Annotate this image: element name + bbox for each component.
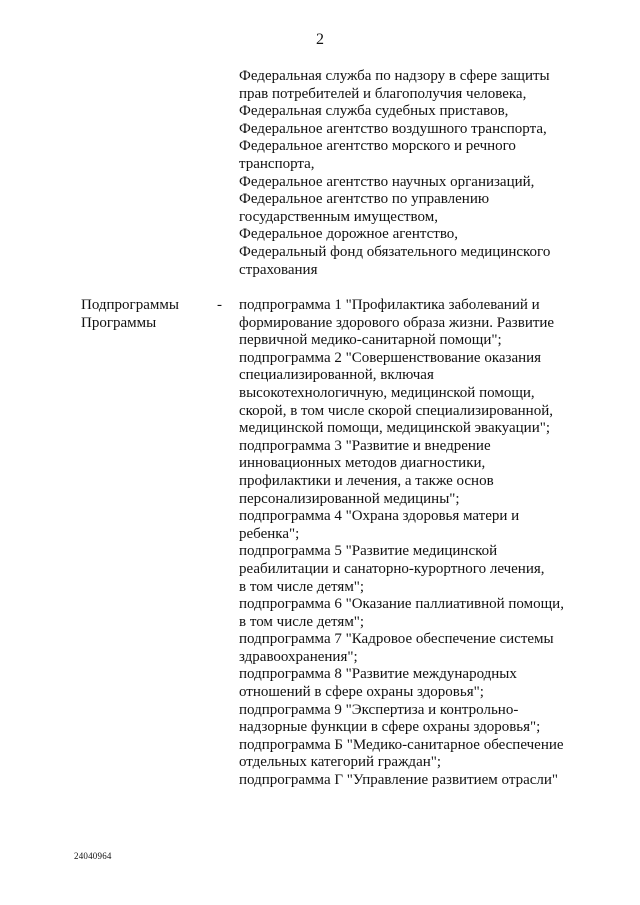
subprogram-line: в том числе детям"; (239, 613, 365, 630)
agencies-line: государственным имуществом, (239, 208, 438, 225)
subprogram-line: первичной медико-санитарной помощи"; (239, 332, 502, 349)
subprogram-line: профилактики и лечения, а также основ (239, 472, 494, 489)
subprogram-line: подпрограмма 4 "Охрана здоровья матери и (239, 508, 520, 525)
subprogram-line: надзорные функции в сфере охраны здоровья"; (239, 719, 541, 736)
subprogram-line: ребенка"; (239, 525, 300, 542)
agencies-line: страхования (239, 261, 318, 278)
agencies-line: Федеральное дорожное агентство, (239, 226, 459, 243)
agencies-line: Федеральная служба судебных приставов, (239, 103, 509, 120)
subprograms-list (239, 297, 584, 790)
subprogram-line: подпрограмма 6 "Оказание паллиативной помощи, (239, 596, 564, 613)
agencies-line: транспорта, (239, 155, 315, 172)
subprogram-line: реабилитации и санаторно-курортного лечения, (239, 560, 545, 577)
subprogram-line: формирование здорового образа жизни. Развитие (239, 314, 555, 331)
subprogram-line: специализированной, включая (239, 367, 434, 384)
row-dash: - (217, 297, 222, 313)
subprograms-label (81, 297, 179, 332)
subprogram-line: медицинской помощи, медицинской эвакуации"; (239, 420, 551, 437)
subprograms-label-line: Подпрограммы (81, 297, 179, 313)
agencies-line: Федеральное агентство воздушного транспорта, (239, 120, 547, 137)
subprogram-line: подпрограмма 7 "Кадровое обеспечение системы (239, 631, 554, 648)
subprograms-label-line: Программы (81, 314, 157, 331)
agencies-line: прав потребителей и благополучия человека, (239, 85, 527, 102)
agencies-list (239, 68, 584, 279)
agencies-line: Федеральное агентство морского и речного (239, 138, 516, 155)
subprogram-line: в том числе детям"; (239, 578, 365, 595)
subprogram-line: скорой, в том числе скорой специализированной, (239, 402, 553, 419)
subprogram-line: отношений в сфере охраны здоровья"; (239, 684, 484, 701)
page-number: 2 (316, 31, 324, 48)
subprogram-line: здравоохранения"; (239, 648, 358, 665)
agencies-line: Федеральное агентство по управлению (239, 191, 490, 208)
subprogram-line: подпрограмма 2 "Совершенствование оказания (239, 349, 542, 366)
subprogram-line: подпрограмма 3 "Развитие и внедрение (239, 437, 491, 454)
subprogram-line: подпрограмма 8 "Развитие международных (239, 666, 517, 683)
subprogram-line: подпрограмма 9 "Экспертиза и контрольно- (239, 701, 519, 718)
subprogram-line: инновационных методов диагностики, (239, 455, 486, 472)
subprogram-line: подпрограмма Г "Управление развитием отрасли" (239, 772, 559, 789)
subprogram-line: отдельных категорий граждан"; (239, 754, 442, 771)
subprogram-line: высокотехнологичную, медицинской помощи, (239, 384, 535, 401)
agencies-line: Федеральная служба по надзору в сфере защиты (239, 68, 550, 84)
agencies-line: Федеральное агентство научных организаций, (239, 173, 535, 190)
subprogram-line: персонализированной медицины"; (239, 490, 460, 507)
subprogram-line: подпрограмма 1 "Профилактика заболеваний и (239, 297, 540, 313)
subprogram-line: подпрограмма 5 "Развитие медицинской (239, 543, 498, 560)
subprogram-line: подпрограмма Б "Медико-санитарное обеспечение (239, 736, 564, 753)
agencies-line: Федеральный фонд обязательного медицинского (239, 243, 551, 260)
document-code: 24040964 (74, 851, 112, 861)
